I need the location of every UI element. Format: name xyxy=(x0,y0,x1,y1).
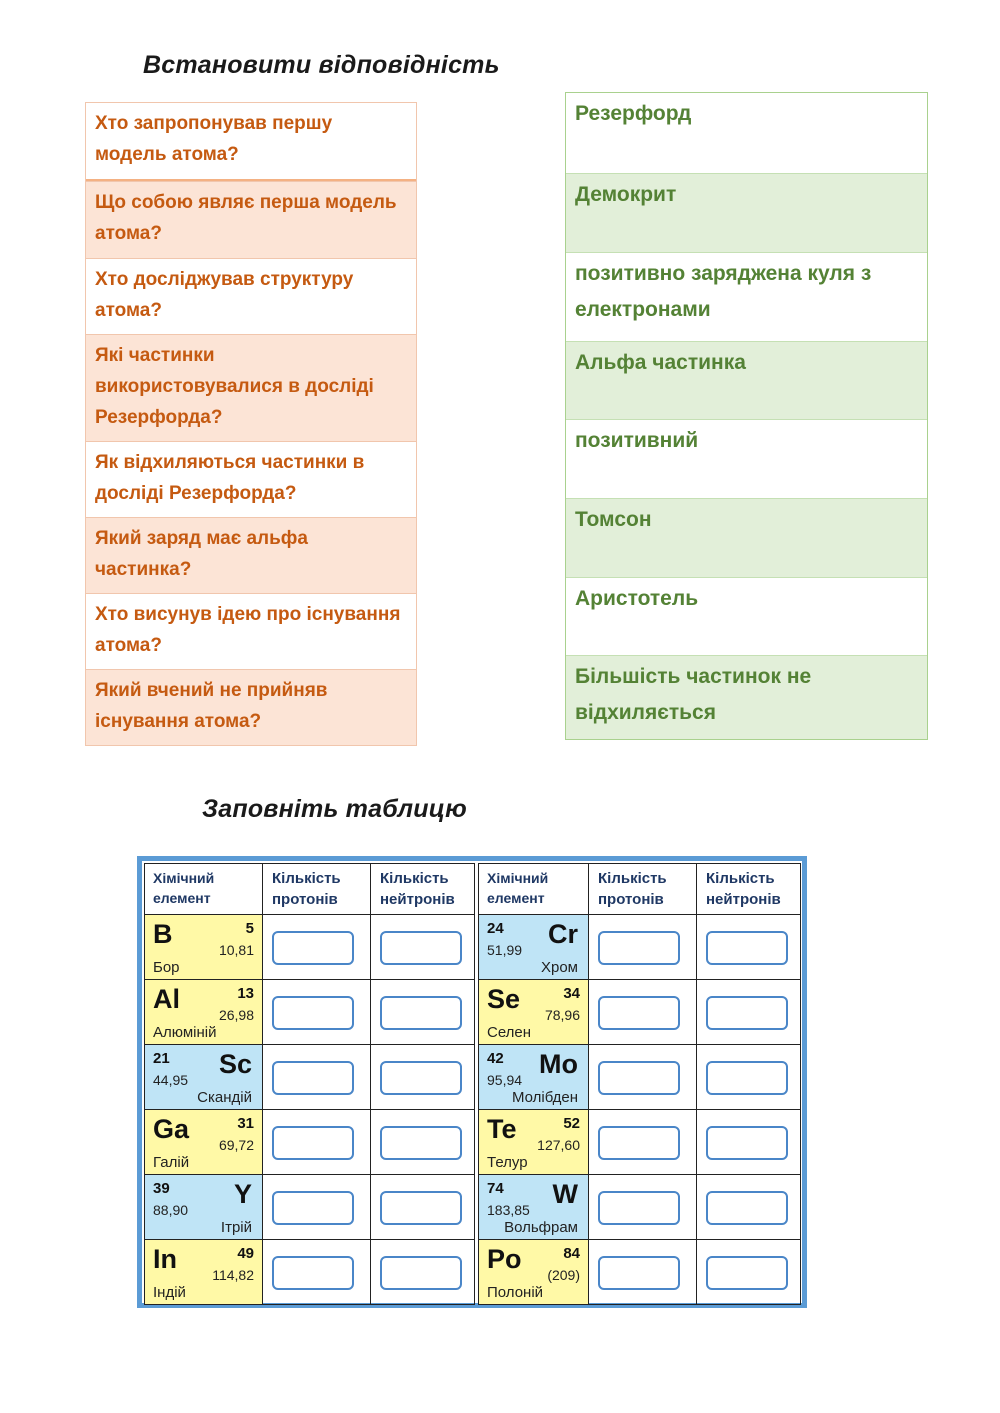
protons-input[interactable] xyxy=(598,1256,680,1290)
table-row xyxy=(479,980,801,1045)
element-name: Галій xyxy=(153,1154,190,1171)
neutrons-cell xyxy=(371,980,475,1045)
element-symbol: Cr xyxy=(547,919,578,949)
table-row xyxy=(479,915,801,980)
protons-cell xyxy=(263,915,371,980)
header-element: Хімічний елемент xyxy=(145,864,263,915)
neutrons-input[interactable] xyxy=(706,1256,788,1290)
element-cell xyxy=(479,1175,589,1240)
protons-input[interactable] xyxy=(272,1256,354,1290)
element-symbol: Te xyxy=(487,1114,517,1144)
question-item[interactable]: Що собою являє перша модель атома? xyxy=(86,181,416,258)
element-symbol: B xyxy=(153,919,173,949)
question-item[interactable]: Як відхиляються частинки в досліді Резерфорда? xyxy=(86,441,416,517)
element-tile xyxy=(479,1240,588,1304)
atomic-mass: 95,94 xyxy=(487,1072,523,1088)
neutrons-cell xyxy=(371,915,475,980)
element-cell xyxy=(479,915,589,980)
element-table xyxy=(137,856,807,1308)
table-row xyxy=(145,915,475,980)
protons-cell xyxy=(589,1045,697,1110)
element-cell xyxy=(145,1110,263,1175)
element-cell xyxy=(479,980,589,1045)
atomic-number: 13 xyxy=(237,985,254,1002)
element-cell xyxy=(479,1110,589,1175)
table-row xyxy=(479,1175,801,1240)
answer-item[interactable]: Резерфорд xyxy=(566,93,927,173)
atomic-mass: 183,85 xyxy=(487,1202,530,1218)
protons-input[interactable] xyxy=(598,1191,680,1225)
element-cell xyxy=(145,915,263,980)
neutrons-input[interactable] xyxy=(706,931,788,965)
element-symbol: Y xyxy=(233,1179,252,1209)
atomic-mass: 10,81 xyxy=(218,942,254,958)
protons-cell xyxy=(263,980,371,1045)
element-tile xyxy=(479,915,588,979)
protons-input[interactable] xyxy=(272,1061,354,1095)
question-item[interactable]: Який вчений не прийняв існування атома? xyxy=(86,669,416,745)
atomic-number: 24 xyxy=(487,920,504,937)
protons-input[interactable] xyxy=(598,1126,680,1160)
neutrons-input[interactable] xyxy=(706,996,788,1030)
questions-column xyxy=(85,102,417,746)
element-cell xyxy=(145,1175,263,1240)
table-row xyxy=(145,1240,475,1305)
neutrons-cell xyxy=(371,1110,475,1175)
neutrons-cell xyxy=(697,1045,801,1110)
table-row xyxy=(145,1045,475,1110)
element-symbol: Mo xyxy=(539,1049,578,1079)
protons-cell xyxy=(263,1175,371,1240)
atomic-number: 39 xyxy=(153,1180,170,1197)
element-name: Полоній xyxy=(487,1284,544,1301)
element-tile xyxy=(479,980,588,1044)
element-tile xyxy=(145,915,262,979)
protons-cell xyxy=(263,1240,371,1305)
question-item[interactable]: Хто висунув ідею про існування атома? xyxy=(86,593,416,669)
protons-input[interactable] xyxy=(272,931,354,965)
neutrons-input[interactable] xyxy=(706,1126,788,1160)
header-neutrons: Кількість нейтронів xyxy=(371,864,475,915)
question-item[interactable]: Хто запропонував першу модель атома? xyxy=(86,103,416,181)
protons-input[interactable] xyxy=(598,931,680,965)
element-name: Скандій xyxy=(197,1089,252,1106)
neutrons-cell xyxy=(697,1175,801,1240)
neutrons-input[interactable] xyxy=(380,1126,462,1160)
atomic-number: 84 xyxy=(563,1245,580,1262)
element-table-right xyxy=(478,863,801,1305)
element-tile xyxy=(145,1110,262,1174)
neutrons-input[interactable] xyxy=(380,931,462,965)
neutrons-input[interactable] xyxy=(380,996,462,1030)
element-cell xyxy=(145,980,263,1045)
atomic-number: 5 xyxy=(245,920,254,937)
neutrons-input[interactable] xyxy=(706,1191,788,1225)
neutrons-cell xyxy=(697,980,801,1045)
question-item[interactable]: Які частинки використовувалися в досліді Резерфорда? xyxy=(86,334,416,441)
table-row xyxy=(479,1045,801,1110)
element-symbol: Se xyxy=(487,984,521,1014)
element-name: Хром xyxy=(540,959,578,976)
atomic-mass: 44,95 xyxy=(153,1072,189,1088)
header-neutrons: Кількість нейтронів xyxy=(697,864,801,915)
atomic-number: 42 xyxy=(487,1050,504,1067)
atomic-mass: 78,96 xyxy=(544,1007,580,1023)
table-row xyxy=(145,1110,475,1175)
fill-table-heading: Заповніть таблицю xyxy=(202,795,467,823)
atomic-number: 31 xyxy=(237,1115,254,1132)
answer-item[interactable]: Альфа частинка xyxy=(566,341,927,419)
element-symbol: W xyxy=(552,1179,578,1209)
answer-item[interactable]: Демокрит xyxy=(566,173,927,252)
element-symbol: Po xyxy=(487,1244,522,1274)
element-symbol: Al xyxy=(153,984,180,1014)
atomic-number: 74 xyxy=(487,1180,504,1197)
neutrons-cell xyxy=(371,1175,475,1240)
neutrons-cell xyxy=(697,1110,801,1175)
atomic-mass: 26,98 xyxy=(218,1007,254,1023)
element-symbol: Ga xyxy=(153,1114,190,1144)
element-tile xyxy=(145,1045,262,1109)
element-cell xyxy=(145,1045,263,1110)
atomic-number: 49 xyxy=(237,1245,254,1262)
neutrons-input[interactable] xyxy=(380,1256,462,1290)
atomic-mass: 51,99 xyxy=(487,942,523,958)
table-row xyxy=(145,980,475,1045)
element-name: Вольфрам xyxy=(504,1219,578,1236)
question-item[interactable]: Хто досліджував структуру атома? xyxy=(86,258,416,334)
element-tile xyxy=(479,1175,588,1239)
protons-input[interactable] xyxy=(272,1126,354,1160)
element-name: Ітрій xyxy=(220,1219,252,1236)
element-name: Алюміній xyxy=(153,1024,217,1041)
neutrons-cell xyxy=(371,1240,475,1305)
element-tile xyxy=(479,1045,588,1109)
neutrons-input[interactable] xyxy=(380,1061,462,1095)
neutrons-cell xyxy=(371,1045,475,1110)
protons-cell xyxy=(589,915,697,980)
atomic-mass: 69,72 xyxy=(218,1137,254,1153)
protons-input[interactable] xyxy=(272,996,354,1030)
question-item[interactable]: Який заряд має альфа частинка? xyxy=(86,517,416,593)
atomic-number: 52 xyxy=(563,1115,580,1132)
element-name: Бор xyxy=(153,959,180,976)
table-row xyxy=(479,1110,801,1175)
neutrons-cell xyxy=(697,915,801,980)
element-name: Селен xyxy=(487,1024,532,1041)
neutrons-input[interactable] xyxy=(706,1061,788,1095)
element-name: Телур xyxy=(487,1154,528,1171)
atomic-mass: 127,60 xyxy=(537,1137,580,1153)
element-tile xyxy=(479,1110,588,1174)
protons-cell xyxy=(589,1240,697,1305)
protons-cell xyxy=(263,1045,371,1110)
protons-input[interactable] xyxy=(598,996,680,1030)
neutrons-cell xyxy=(697,1240,801,1305)
match-heading: Встановити відповідність xyxy=(143,51,500,79)
protons-cell xyxy=(589,1175,697,1240)
protons-cell xyxy=(589,1110,697,1175)
element-symbol: In xyxy=(153,1244,177,1274)
element-cell xyxy=(145,1240,263,1305)
answer-item[interactable]: Більшість частинок не відхиляється xyxy=(566,655,927,739)
answers-column xyxy=(565,92,928,740)
answer-item[interactable]: Аристотель xyxy=(566,577,927,655)
atomic-number: 21 xyxy=(153,1050,170,1067)
element-tile xyxy=(145,1240,262,1304)
protons-cell xyxy=(589,980,697,1045)
protons-cell xyxy=(263,1110,371,1175)
neutrons-input[interactable] xyxy=(380,1191,462,1225)
answer-item[interactable]: Томсон xyxy=(566,498,927,577)
protons-input[interactable] xyxy=(272,1191,354,1225)
answer-item[interactable]: позитивний xyxy=(566,419,927,498)
answer-item[interactable]: позитивно заряджена куля з електронами xyxy=(566,252,927,341)
header-protons: Кількість протонів xyxy=(263,864,371,915)
atomic-number: 34 xyxy=(563,985,580,1002)
protons-input[interactable] xyxy=(598,1061,680,1095)
element-cell xyxy=(479,1240,589,1305)
atomic-mass: (209) xyxy=(547,1267,580,1283)
element-table-left xyxy=(144,863,475,1305)
element-tile xyxy=(145,980,262,1044)
atomic-mass: 88,90 xyxy=(153,1202,189,1218)
element-name: Молібден xyxy=(511,1089,578,1106)
table-row xyxy=(479,1240,801,1305)
header-protons: Кількість протонів xyxy=(589,864,697,915)
element-tile xyxy=(145,1175,262,1239)
header-element: Хімічний елемент xyxy=(479,864,589,915)
table-row xyxy=(145,1175,475,1240)
atomic-mass: 114,82 xyxy=(212,1267,254,1283)
element-name: Індій xyxy=(153,1284,186,1301)
element-cell xyxy=(479,1045,589,1110)
element-symbol: Sc xyxy=(218,1049,252,1079)
